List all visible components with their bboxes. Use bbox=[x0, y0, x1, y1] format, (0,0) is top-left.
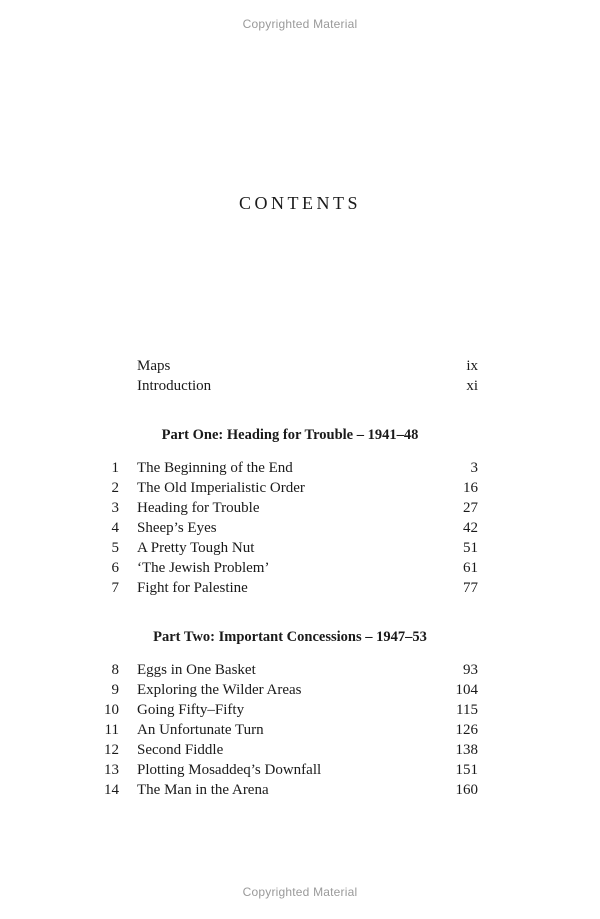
chapter-page: 3 bbox=[470, 460, 478, 476]
chapter-page: 138 bbox=[455, 742, 478, 758]
chapter-page: 61 bbox=[463, 560, 478, 576]
chapter-number: 11 bbox=[104, 722, 119, 738]
chapter-page: 151 bbox=[455, 762, 478, 778]
chapter-title: The Old Imperialistic Order bbox=[137, 480, 305, 496]
chapter-number: 9 bbox=[111, 682, 119, 698]
chapter-number: 4 bbox=[111, 520, 119, 536]
chapter-title: Second Fiddle bbox=[137, 742, 224, 758]
chapter-number: 14 bbox=[104, 782, 119, 798]
chapter-number: 5 bbox=[111, 540, 119, 556]
chapter-page: 51 bbox=[463, 540, 478, 556]
chapter-title: A Pretty Tough Nut bbox=[137, 540, 255, 556]
part-one-heading: Part One: Heading for Trouble – 1941–48 bbox=[161, 427, 419, 443]
chapter-page: 77 bbox=[463, 580, 478, 596]
toc-entry-label: Introduction bbox=[137, 378, 212, 394]
chapter-number: 7 bbox=[111, 580, 119, 596]
chapter-title: The Beginning of the End bbox=[137, 460, 293, 476]
copyright-watermark-bottom: Copyrighted Material bbox=[242, 885, 358, 899]
chapter-title: Plotting Mosaddeq’s Downfall bbox=[137, 762, 322, 778]
chapter-title: ‘The Jewish Problem’ bbox=[137, 560, 270, 576]
chapter-title: Heading for Trouble bbox=[137, 500, 260, 516]
chapter-page: 42 bbox=[463, 520, 478, 536]
chapter-number: 10 bbox=[104, 702, 119, 718]
toc-entry-page: ix bbox=[466, 358, 478, 374]
chapter-page: 27 bbox=[463, 500, 478, 516]
part-two-heading: Part Two: Important Concessions – 1947–53 bbox=[153, 629, 427, 645]
chapter-page: 16 bbox=[463, 480, 478, 496]
chapter-number: 8 bbox=[111, 662, 119, 678]
chapter-page: 93 bbox=[463, 662, 478, 678]
page-title: CONTENTS bbox=[239, 193, 361, 213]
chapter-title: Sheep’s Eyes bbox=[137, 520, 217, 536]
chapter-title: An Unfortunate Turn bbox=[137, 722, 264, 738]
chapter-title: Fight for Palestine bbox=[137, 580, 248, 596]
chapter-page: 104 bbox=[455, 682, 478, 698]
chapter-number: 13 bbox=[104, 762, 119, 778]
chapter-number: 2 bbox=[111, 480, 119, 496]
copyright-watermark-top: Copyrighted Material bbox=[242, 17, 358, 31]
toc-entry-page: xi bbox=[466, 378, 478, 394]
chapter-number: 3 bbox=[111, 500, 119, 516]
chapter-number: 6 bbox=[111, 560, 119, 576]
chapter-page: 126 bbox=[455, 722, 478, 738]
chapter-title: Going Fifty–Fifty bbox=[137, 702, 245, 718]
chapter-title: Eggs in One Basket bbox=[137, 662, 256, 678]
chapter-number: 12 bbox=[104, 742, 119, 758]
chapter-page: 160 bbox=[455, 782, 478, 798]
toc-entry-label: Maps bbox=[137, 358, 171, 374]
chapter-number: 1 bbox=[111, 460, 119, 476]
chapter-title: Exploring the Wilder Areas bbox=[137, 682, 302, 698]
chapter-title: The Man in the Arena bbox=[137, 782, 269, 798]
chapter-page: 115 bbox=[456, 702, 478, 718]
